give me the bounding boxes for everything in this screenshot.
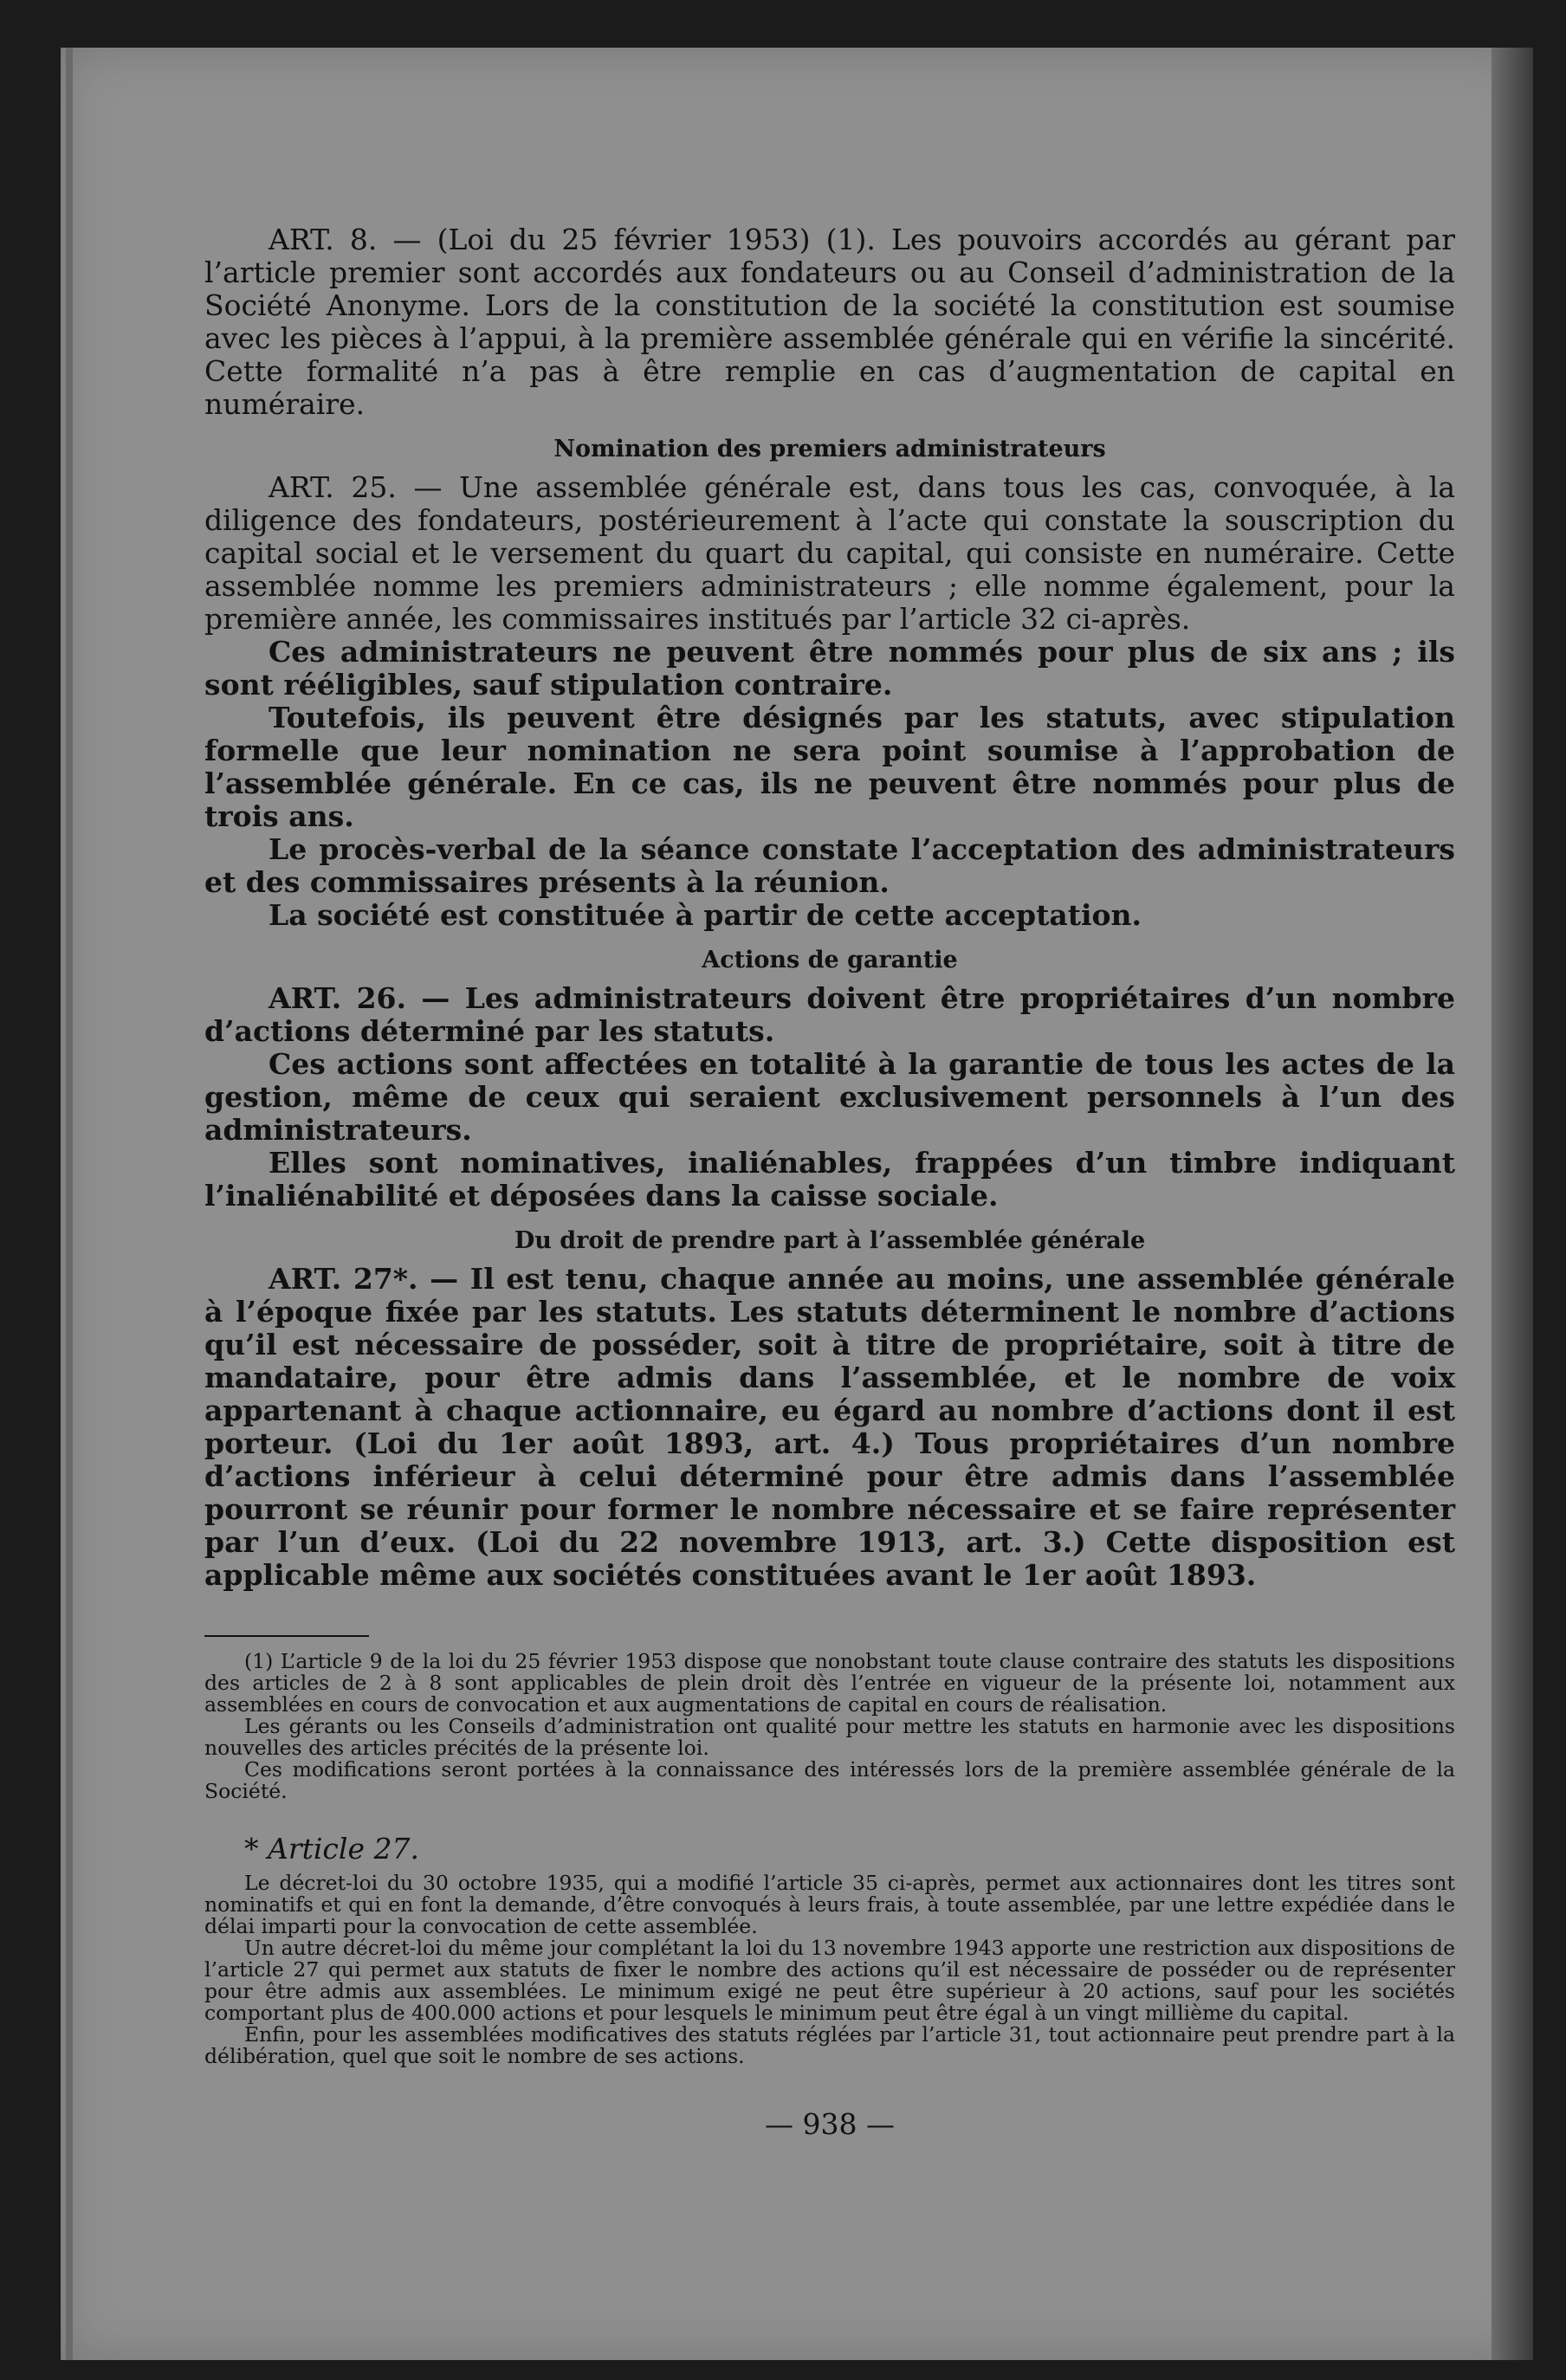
article-25-para-1: ART. 25. — Une assemblée générale est, dans tous les cas, convoquée, à la diligence des fondateurs, postérieurement à l’acte qui constate la souscription du capital social et le versement du quart du capital, qui consiste en numéraire. Cette assemblée nomme les premiers administrateurs ; elle nomme également, pour la première année, les commissaires institués par l’article 32 ci-après.: [204, 470, 1455, 636]
heading-actions-garantie: Actions de garantie: [702, 947, 958, 973]
page-right-edge: [1492, 48, 1533, 2360]
article-8: ART. 8. — (Loi du 25 février 1953) (1). Les pouvoirs accordés au gérant par l’article premier sont accordés aux fondateurs ou au Conseil d’administration de la Société Anonyme. Lors de la constitution de la société la constitution est soumise avec les pièces à l’appui, à la première assemblée générale qui en vérifie la sincérité. Cette formalité n’a pas à être remplie en cas d’augmentation de capital en numéraire.: [204, 223, 1455, 421]
page-number: — 938 —: [765, 2107, 895, 2141]
article-25-para-5: La société est constituée à partir de cette acceptation.: [269, 898, 1142, 932]
article-26-para-3: Elles sont nominatives, inaliénables, frappées d’un timbre indiquant l’inaliénabilité et déposées dans la caisse sociale.: [204, 1146, 1455, 1213]
note-27-para-3: Enfin, pour les assemblées modificatives des statuts réglées par l’article 31, tout actionnaire peut prendre part à la délibération, quel que soit le nombre de ses actions.: [204, 2022, 1455, 2068]
footnote-1-para-3: Ces modifications seront portées à la connaissance des intéressés lors de la première assemblée générale de la Société.: [204, 1757, 1455, 1803]
note-27-para-1: Le décret-loi du 30 octobre 1935, qui a modifié l’article 35 ci-après, permet aux actionnaires dont les titres sont nominatifs et qui en font la demande, d’être convoqués à leurs frais, à toute assemblée, par une lettre expédiée dans le délai imparti pour la convocation de cette assemblée.: [204, 1871, 1455, 1938]
footnote-1: [204, 1651, 1455, 1802]
article-26-para-1: ART. 26. — Les administrateurs doivent être propriétaires d’un nombre d’actions déterminé par les statuts.: [204, 981, 1455, 1048]
footnote-1-para-1: (1) L’article 9 de la loi du 25 février 1953 dispose que nonobstant toute clause contraire des statuts les dispositions des articles de 2 à 8 sont applicables de plein droit dès l’entrée en vigueur de la présente loi, notamment aux assemblées en cours de convocation et aux augmentations de capital en cours de réalisation.: [204, 1649, 1455, 1717]
article-26-para-2: Ces actions sont affectées en totalité à la garantie de tous les actes de la gestion, même de ceux qui seraient exclusivement personnels à l’un des administrateurs.: [204, 1047, 1455, 1147]
article-25-para-3: Toutefois, ils peuvent être désignés par les statuts, avec stipulation formelle que leur nomination ne sera point soumise à l’approbation de l’assemblée générale. En ce cas, ils ne peuvent être nommés pour plus de trois ans.: [204, 701, 1455, 833]
footnote-separator: [204, 1635, 369, 1637]
article-27: ART. 27*. — Il est tenu, chaque année au moins, une assemblée générale à l’époque fixée par les statuts. Les statuts déterminent le nombre d’actions qu’il est nécessaire de posséder, soit à titre de propriétaire, soit à titre de mandataire, pour être admis dans l’assemblée, et le nombre de voix appartenant à chaque actionnaire, eu égard au nombre d’actions dont il est porteur. (Loi du 1er août 1893, art. 4.) Tous propriétaires d’un nombre d’actions inférieur à celui déterminé pour être admis dans l’assemblée pourront se réunir pour former le nombre nécessaire et se faire représenter par l’un d’eux. (Loi du 22 novembre 1913, art. 3.) Cette disposition est applicable même aux sociétés constituées avant le 1er août 1893.: [204, 1262, 1455, 1592]
page-content: [204, 223, 1455, 2141]
article-25-para-4: Le procès-verbal de la séance constate l’acceptation des administrateurs et des commissaires présents à la réunion.: [204, 832, 1455, 899]
heading-nomination: Nomination des premiers administrateurs: [553, 436, 1106, 462]
page-binding-edge: [66, 48, 73, 2360]
footnote-1-para-2: Les gérants ou les Conseils d’administration ont qualité pour mettre les statuts en harmonie avec les dispositions nouvelles des articles précités de la présente loi.: [204, 1714, 1455, 1760]
article-25-para-2: Ces administrateurs ne peuvent être nommés pour plus de six ans ; ils sont rééligibles, sauf stipulation contraire.: [204, 635, 1455, 702]
note-27-para-2: Un autre décret-loi du même jour complétant la loi du 13 novembre 1943 apporte une restriction aux dispositions de l’article 27 qui permet aux statuts de fixer le nombre des actions qu’il est nécessaire de posséder ou de représenter pour être admis aux assemblées. Le minimum exigé ne peut être supérieur à 20 actions, sauf pour les sociétés comportant plus de 400.000 actions et pour lesquels le minimum peut être égal à un vingt millième du capital.: [204, 1936, 1455, 2025]
note-article-27: [204, 1872, 1455, 2067]
note-article-27-title: * Article 27.: [244, 1832, 419, 1866]
heading-droit-assemblee: Du droit de prendre part à l’assemblée générale: [514, 1227, 1146, 1254]
